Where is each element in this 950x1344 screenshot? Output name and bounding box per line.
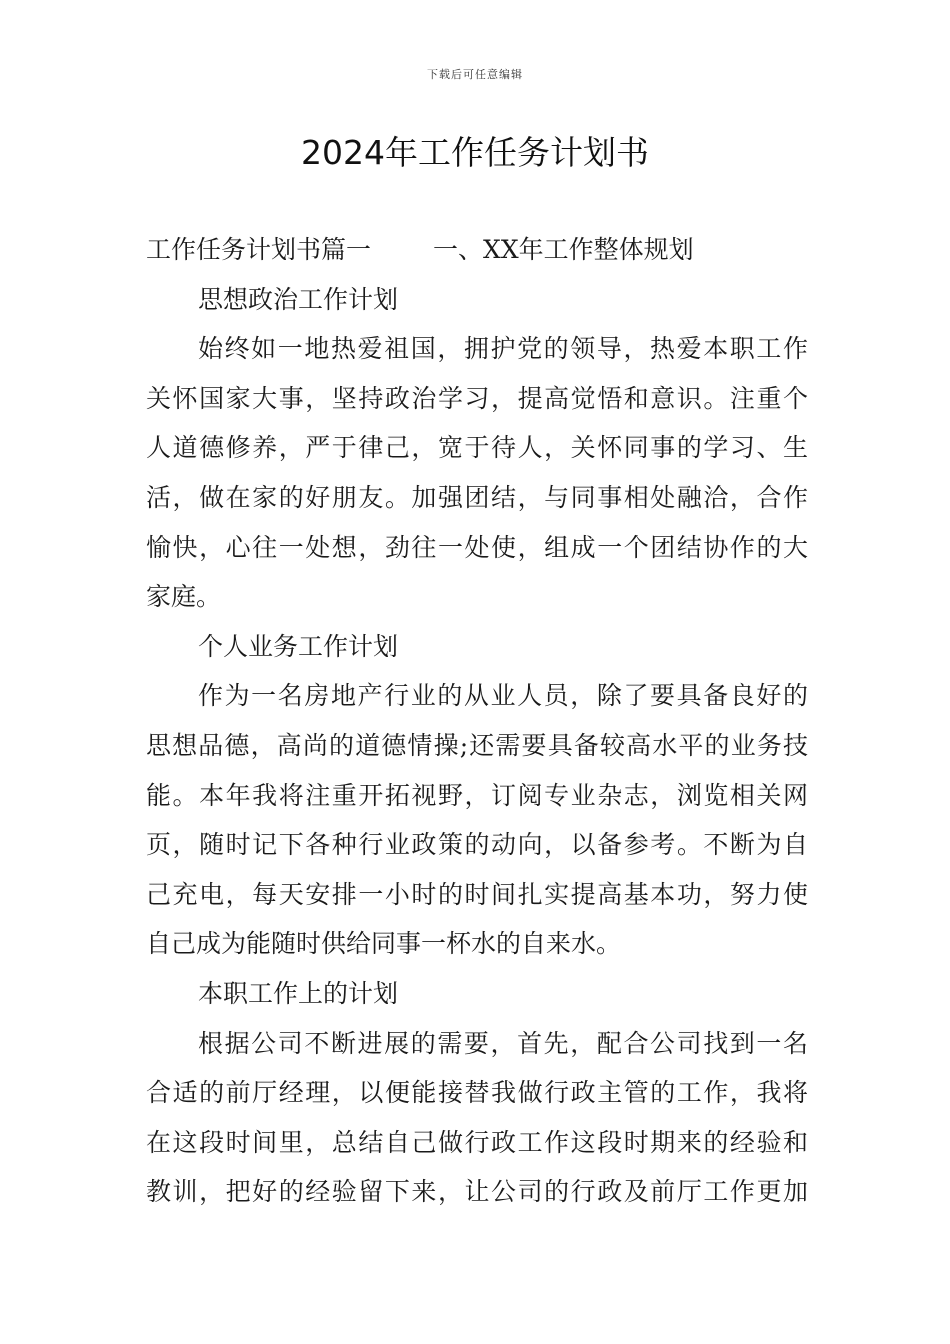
paragraph-line: 家庭。: [146, 582, 222, 612]
paragraph-line: 己充电，每天安排一小时的时间扎实提高基本功，努力使: [146, 879, 808, 909]
intro-line: [146, 225, 808, 275]
paragraph-line: 在这段时间里，总结自己做行政工作这段时期来的经验和: [146, 1127, 808, 1157]
paragraph-line: 始终如一地热爱祖国，拥护党的领导，热爱本职工作: [198, 334, 808, 364]
paragraph-line: 能。本年我将注重开拓视野，订阅专业杂志，浏览相关网: [146, 780, 808, 810]
paragraph-line: 关怀国家大事，坚持政治学习，提高觉悟和意识。注重个: [146, 383, 808, 413]
document-title: 2024年工作任务计划书: [301, 133, 649, 172]
section-heading: 思想政治工作计划: [198, 284, 399, 314]
paragraph-line: 活，做在家的好朋友。加强团结，与同事相处融洽，合作: [146, 482, 808, 512]
paragraph-line: 教训，把好的经验留下来，让公司的行政及前厅工作更加: [146, 1177, 808, 1207]
paragraph-line: 思想品德，高尚的道德情操;还需要具备较高水平的业务技: [146, 730, 808, 760]
paragraph-line: 作为一名房地产行业的从业人员，除了要具备良好的: [198, 681, 808, 711]
section-heading: 本职工作上的计划: [198, 978, 399, 1008]
paragraph-line: 根据公司不断进展的需要，首先，配合公司找到一名: [198, 1028, 808, 1058]
paragraph-line: 页，随时记下各种行业政策的动向，以备参考。不断为自: [146, 830, 808, 860]
paragraph-line: 愉快，心往一处想，劲往一处使，组成一个团结协作的大: [146, 532, 808, 562]
document-body: [146, 225, 808, 1217]
section-heading: 个人业务工作计划: [198, 631, 399, 661]
paragraph-line: 人道德修养，严于律己，宽于待人，关怀同事的学习、生: [146, 433, 808, 463]
section-heading: 一、XX年工作整体规划: [433, 235, 694, 264]
header-note: 下载后可任意编辑: [427, 68, 523, 81]
paragraph-line: 自己成为能随时供给同事一杯水的自来水。: [146, 929, 622, 959]
paragraph-line: 合适的前厅经理，以便能接替我做行政主管的工作，我将: [146, 1078, 808, 1108]
part-label: 工作任务计划书篇一: [146, 235, 372, 264]
